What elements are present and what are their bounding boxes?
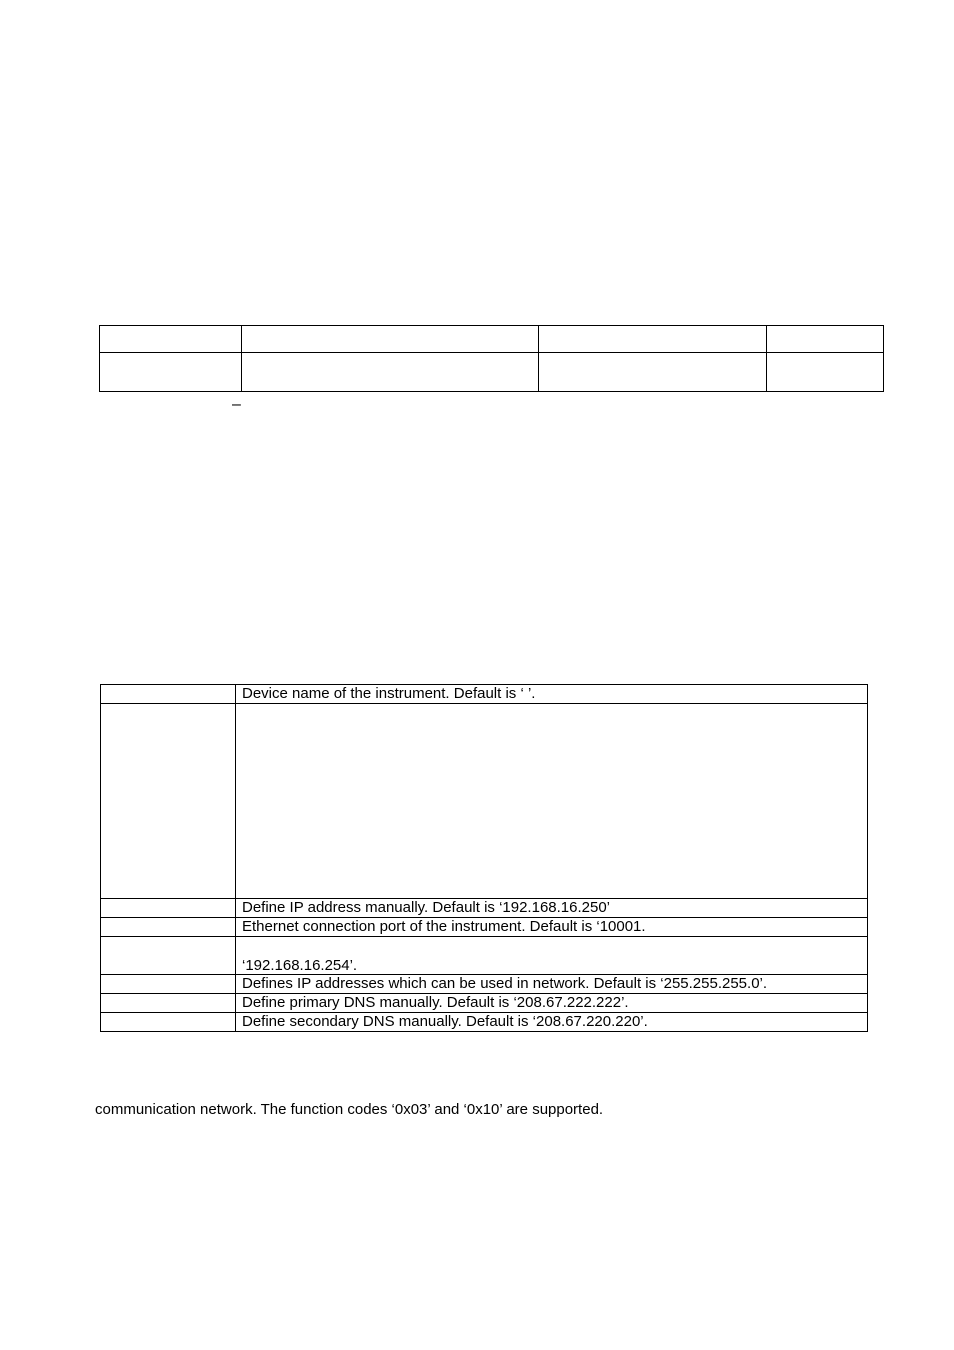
setting-name-cell xyxy=(101,994,236,1013)
setting-description: Define secondary DNS manually. Default is ‘208.67.220.220’. xyxy=(236,1013,868,1032)
setting-description: Defines IP addresses which can be used in network. Default is ‘255.255.255.0’. xyxy=(236,975,868,994)
setting-name-cell xyxy=(101,918,236,937)
setting-name-cell xyxy=(101,975,236,994)
table-row xyxy=(101,685,868,704)
parameter-table-header-row xyxy=(100,326,884,353)
table-row xyxy=(101,994,868,1013)
table-cell xyxy=(767,326,884,353)
table-row xyxy=(101,937,868,975)
table-cell xyxy=(242,353,539,392)
table-row xyxy=(101,704,868,899)
table-cell xyxy=(100,353,242,392)
table-cell xyxy=(767,353,884,392)
table-row xyxy=(101,975,868,994)
table-cell xyxy=(539,326,767,353)
modbus-paragraph: communication network. The function codes ‘0x03’ and ‘0x10’ are supported. xyxy=(95,1101,604,1118)
parameter-table-row xyxy=(100,353,884,392)
dash-mark: – xyxy=(232,396,241,413)
setting-description: Define IP address manually. Default is ‘192.168.16.250’ xyxy=(236,899,868,918)
setting-name-cell xyxy=(101,1013,236,1032)
table-cell xyxy=(539,353,767,392)
setting-description xyxy=(236,704,868,899)
setting-name-cell xyxy=(101,937,236,975)
setting-name-cell xyxy=(101,704,236,899)
setting-name-cell xyxy=(101,685,236,704)
table-cell xyxy=(100,326,242,353)
table-row xyxy=(101,1013,868,1032)
setting-description: Ethernet connection port of the instrument. Default is ‘10001. xyxy=(236,918,868,937)
setting-description: Device name of the instrument. Default is ‘ ’. xyxy=(236,685,868,704)
ethernet-settings-table xyxy=(100,684,868,1032)
setting-description: Define primary DNS manually. Default is ‘208.67.222.222’. xyxy=(236,994,868,1013)
table-row xyxy=(101,918,868,937)
table-row xyxy=(101,899,868,918)
setting-description: ‘192.168.16.254’. xyxy=(236,937,868,975)
setting-name-cell xyxy=(101,899,236,918)
table-cell xyxy=(242,326,539,353)
parameter-table xyxy=(99,325,884,392)
